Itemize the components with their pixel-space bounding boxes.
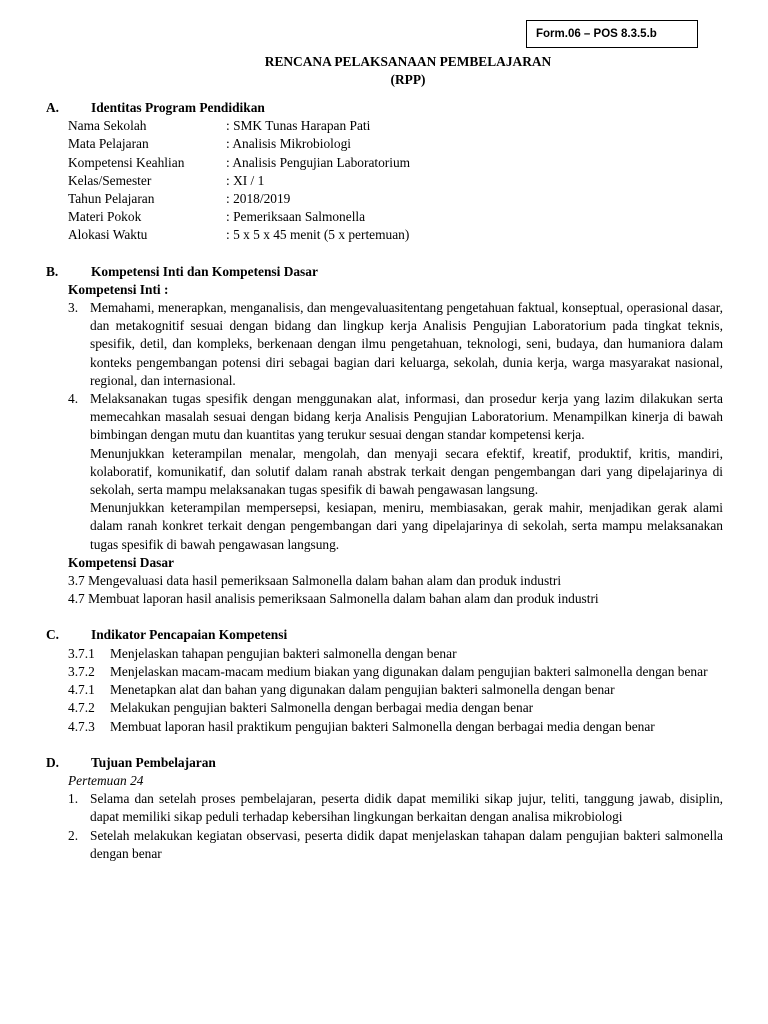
- item-number: 4.7.2: [68, 700, 95, 716]
- objective-item: [68, 790, 723, 826]
- section-c-heading: [46, 626, 723, 644]
- identity-table: [68, 117, 723, 244]
- identity-value: : 2018/2019: [226, 191, 291, 207]
- title-line-2: (RPP): [390, 72, 426, 87]
- kd-item: 4.7 Membuat laporan hasil analisis pemeriksaan Salmonella dalam bahan alam dan produk industri: [68, 591, 599, 607]
- kd-item: 3.7 Mengevaluasi data hasil pemeriksaan Salmonella dalam bahan alam dan produk industri: [68, 573, 562, 589]
- identity-label: Tahun Pelajaran: [68, 191, 155, 207]
- item-number: 3.: [68, 300, 79, 316]
- identity-value: : Pemeriksaan Salmonella: [226, 209, 366, 225]
- identity-label: Materi Pokok: [68, 209, 142, 225]
- indicator-item: [68, 718, 723, 736]
- identity-label: Mata Pelajaran: [68, 136, 149, 152]
- indicator-item: [68, 699, 723, 717]
- section-spacer: [46, 608, 723, 626]
- objective-item: [68, 827, 723, 863]
- section-b-heading: [46, 263, 723, 281]
- item-number: 2.: [68, 827, 79, 843]
- identity-row: [68, 190, 723, 208]
- identity-value: : XI / 1: [226, 172, 265, 188]
- document-title: [0, 53, 768, 89]
- section-title: Kompetensi Inti dan Kompetensi Dasar: [91, 263, 318, 279]
- indicator-item: [68, 681, 723, 699]
- kd-heading: Kompetensi Dasar: [68, 554, 175, 570]
- item-number: 3.7.1: [68, 645, 95, 661]
- item-number: 1.: [68, 791, 79, 807]
- item-number: 4.7.1: [68, 682, 95, 698]
- section-title: Identitas Program Pendidikan: [91, 100, 265, 115]
- identity-value: : SMK Tunas Harapan Pati: [226, 118, 371, 134]
- section-d-heading: [46, 754, 723, 772]
- identity-value: : 5 x 5 x 45 menit (5 x pertemuan): [226, 227, 410, 243]
- form-code-box: Form.06 – POS 8.3.5.b: [526, 20, 698, 48]
- section-spacer: [46, 736, 723, 754]
- identity-label: Nama Sekolah: [68, 118, 147, 134]
- section-a-heading: [46, 99, 723, 117]
- identity-row: [68, 154, 723, 172]
- item-text: Melaksanakan tugas spesifik dengan menggunakan alat, informasi, dan prosedur kerja yang lazim dilakukan serta memecahkan masalah sesuai dengan bidang kerja Analisis Pengujian Laboratorium. Menampilkan kinerja di bawah bimbingan dengan mutu dan kuantitas yang terukur sesuai dengan standar kompetensi kerja.: [90, 391, 723, 443]
- item-text: Membuat laporan hasil praktikum pengujian bakteri Salmonella dengan berbagai media dengan benar: [110, 718, 655, 734]
- section-spacer: [46, 245, 723, 263]
- item-text: Menetapkan alat dan bahan yang digunakan dalam pengujian bakteri salmonella dengan benar: [110, 682, 615, 698]
- indicator-item: [68, 663, 723, 681]
- item-number: 4.: [68, 391, 79, 407]
- title-line-1: RENCANA PELAKSANAAN PEMBELAJARAN: [264, 54, 552, 69]
- section-letter: C.: [46, 627, 60, 643]
- ki-item-4: [68, 390, 723, 445]
- item-number: 3.7.2: [68, 663, 95, 679]
- ki-4-paragraph: Menunjukkan keterampilan menalar, mengolah, dan menyaji secara efektif, kreatif, produktif, kritis, mandiri, kolaboratif, komunikatif, dan solutif dalam ranah abstrak terkait dengan pengembangan dari yang dipelajarinya di sekolah, serta mampu melaksanakan tugas spesifik di bawah pengawasan langsung.: [90, 445, 723, 498]
- item-text: Melakukan pengujian bakteri Salmonella dengan berbagai media dengan benar: [110, 700, 534, 716]
- section-letter: B.: [46, 263, 59, 279]
- item-number: 4.7.3: [68, 718, 95, 734]
- identity-label: Kompetensi Keahlian: [68, 154, 185, 170]
- identity-row: [68, 226, 723, 244]
- identity-row: [68, 117, 723, 135]
- ki-4-paragraph: Menunjukkan keterampilan mempersepsi, kesiapan, meniru, membiasakan, gerak mahir, menjadikan gerak alami dalam ranah konkret terkait dengan pengembangan dari yang dipelajarinya di sekolah, serta mampu melaksanakan tugas spesifik di bawah pengawasan langsung.: [90, 500, 723, 552]
- section-title: Tujuan Pembelajaran: [91, 754, 216, 770]
- section-title: Indikator Pencapaian Kompetensi: [91, 627, 288, 643]
- identity-label: Alokasi Waktu: [68, 227, 148, 243]
- item-text: Menjelaskan tahapan pengujian bakteri salmonella dengan benar: [110, 645, 457, 661]
- ki-item-3: [68, 299, 723, 390]
- item-text: Memahami, menerapkan, menganalisis, dan mengevaluasitentang pengetahuan faktual, konseptual, operasional dasar, dan metakognitif sesuai dengan bidang dan lingkup kerja Analisis Pengujian Laboratorium pada tingkat teknis, spesifik, detil, dan kompleks, berkenaan dengan ilmu pengetahuan, teknologi, seni, budaya, dan humaniora dalam konteks pengembangan potensi diri sebagai bagian dari keluarga, sekolah, dunia kerja, warga masyarakat nasional, regional, dan internasional.: [90, 300, 723, 388]
- identity-value: : Analisis Mikrobiologi: [226, 136, 351, 152]
- identity-value: : Analisis Pengujian Laboratorium: [226, 154, 411, 170]
- meeting-label: Pertemuan 24: [68, 772, 144, 788]
- item-text: Setelah melakukan kegiatan observasi, peserta didik dapat menjelaskan tahapan dalam pengujian bakteri salmonella dengan benar: [90, 827, 723, 861]
- section-letter: D.: [46, 754, 60, 770]
- identity-row: [68, 135, 723, 153]
- item-text: Selama dan setelah proses pembelajaran, peserta didik dapat memiliki sikap jujur, teliti, tanggung jawab, disiplin, dapat memiliki sikap peduli terhadap kebersihan lingkungan berkaitan dengan analisa mikrobiologi: [90, 791, 723, 825]
- identity-row: [68, 208, 723, 226]
- item-text: Menjelaskan macam-macam medium biakan yang digunakan dalam pengujian bakteri salmonella dengan benar: [110, 663, 708, 679]
- indicator-item: [68, 645, 723, 663]
- identity-label: Kelas/Semester: [68, 172, 152, 188]
- document-body: [46, 99, 723, 863]
- section-letter: A.: [46, 100, 60, 115]
- ki-heading: Kompetensi Inti :: [68, 281, 169, 297]
- identity-row: [68, 172, 723, 190]
